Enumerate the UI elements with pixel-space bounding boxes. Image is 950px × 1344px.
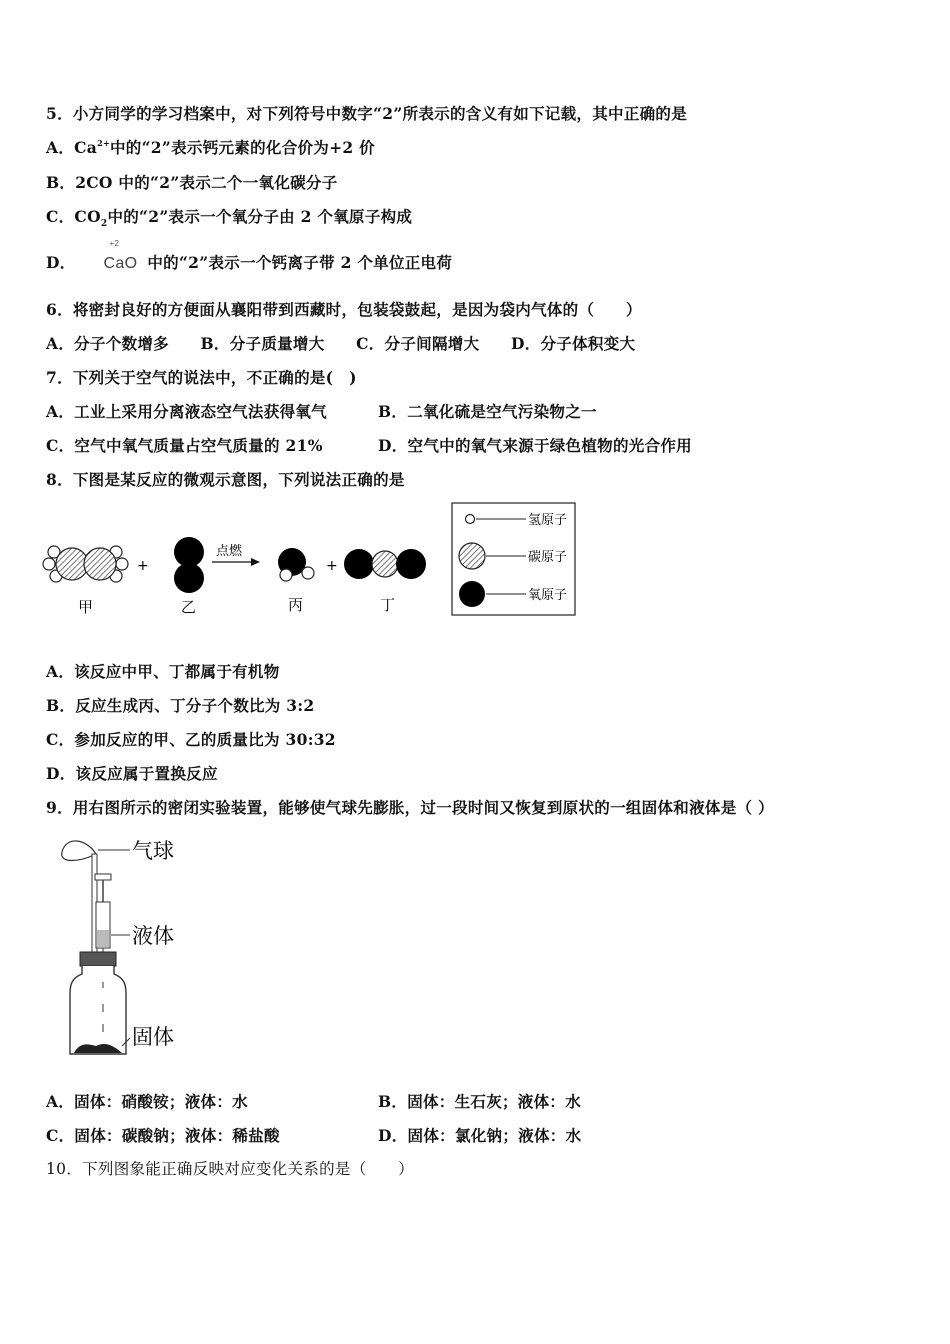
- q7-option-c: C．空气中氧气质量占空气质量的 21%: [46, 436, 323, 455]
- q8-stem: 8．下图是某反应的微观示意图，下列说法正确的是: [46, 470, 405, 489]
- molecule-yi: [174, 537, 204, 593]
- reaction-arrowhead: [251, 558, 260, 566]
- q7-option-a: A．工业上采用分离液态空气法获得氧气: [46, 402, 327, 421]
- q5-option-a: [46, 136, 375, 158]
- q5-d-text: 中的“2”表示一个钙离子带 2 个单位正电荷: [147, 253, 453, 272]
- molecule-bing: [278, 548, 314, 581]
- q8-option-d: D．该反应属于置换反应: [46, 764, 218, 783]
- plus-sign-1: +: [137, 558, 149, 574]
- q6-stem: 6．将密封良好的方便面从襄阳带到西藏时，包装袋鼓起，是因为袋内气体的（ ）: [46, 300, 642, 319]
- q9-option-c: C．固体：碳酸钠；液体：稀盐酸: [46, 1126, 280, 1145]
- q5-option-d: [46, 239, 453, 273]
- q7-option-d: D．空气中的氧气来源于绿色植物的光合作用: [378, 436, 692, 455]
- q5-c-text: 中的“2”表示一个氧分子由 2 个氧原子构成: [107, 207, 413, 226]
- flask: [70, 966, 126, 1054]
- q5-option-c: [46, 205, 412, 227]
- q5-d-label: D．: [46, 253, 76, 272]
- plus-sign-2: +: [326, 558, 338, 574]
- reaction-diagram: [40, 500, 585, 622]
- balloon: [62, 841, 96, 861]
- q5-d-oxidation: +2: [109, 239, 120, 248]
- rubber-stopper: [80, 952, 116, 966]
- label-balloon: 气球: [132, 839, 174, 863]
- q9-option-d: D．固体：氯化钠；液体：水: [378, 1126, 582, 1145]
- label-jia: 甲: [78, 598, 94, 616]
- atom-legend: [452, 503, 575, 615]
- molecule-jia: [43, 546, 128, 582]
- reaction-condition: 点燃: [216, 544, 243, 559]
- q9-option-b: B．固体：生石灰；液体：水: [378, 1092, 582, 1111]
- q10-stem: 10．下列图象能正确反映对应变化关系的是（ ）: [46, 1160, 414, 1178]
- label-yi: 乙: [181, 598, 197, 616]
- q5-stem: 5．小方同学的学习档案中，对下列符号中数字“2”所表示的含义有如下记载，其中正确的是: [46, 104, 688, 123]
- q9-stem: 9．用右图所示的密闭实验装置，能够使气球先膨胀，过一段时间又恢复到原状的一组固体和液体是（ ）: [46, 798, 774, 817]
- label-bing: 丙: [288, 596, 304, 614]
- q8-option-a: A．该反应中甲、丁都属于有机物: [46, 662, 280, 681]
- q5-d-formula: [103, 239, 138, 273]
- q5-c-prefix: C．CO: [46, 207, 101, 226]
- legend-hydrogen: 氢原子: [528, 513, 568, 528]
- q5-option-b: B．2CO 中的“2”表示二个一氧化碳分子: [46, 173, 338, 192]
- q8-option-b: B．反应生成丙、丁分子个数比为 3:2: [46, 696, 315, 715]
- label-liquid: 液体: [132, 924, 174, 948]
- label-solid: 固体: [132, 1025, 174, 1049]
- molecule-ding: [344, 549, 426, 579]
- q8-option-c: C．参加反应的甲、乙的质量比为 30:32: [46, 730, 336, 749]
- q9-option-a: A．固体：硝酸铵；液体：水: [46, 1092, 248, 1111]
- q5-a-prefix: A．Ca: [46, 138, 98, 157]
- q5-a-text: 中的“2”表示钙元素的化合价为+2 价: [109, 138, 375, 157]
- q6-options: A．分子个数增多 B．分子质量增大 C．分子间隔增大 D．分子体积变大: [46, 334, 636, 353]
- q7-option-b: B．二氧化硫是空气污染物之一: [378, 402, 597, 421]
- q5-c-subscript: 2: [100, 219, 108, 229]
- q5-a-superscript: 2+: [97, 138, 110, 148]
- legend-carbon: 碳原子: [528, 550, 568, 565]
- q7-stem: 7．下列关于空气的说法中，不正确的是( ): [46, 368, 357, 387]
- legend-oxygen: 氧原子: [528, 588, 568, 603]
- label-ding: 丁: [380, 596, 396, 614]
- apparatus-figure: [50, 832, 210, 1064]
- q5-d-symbol: CaO: [103, 255, 138, 272]
